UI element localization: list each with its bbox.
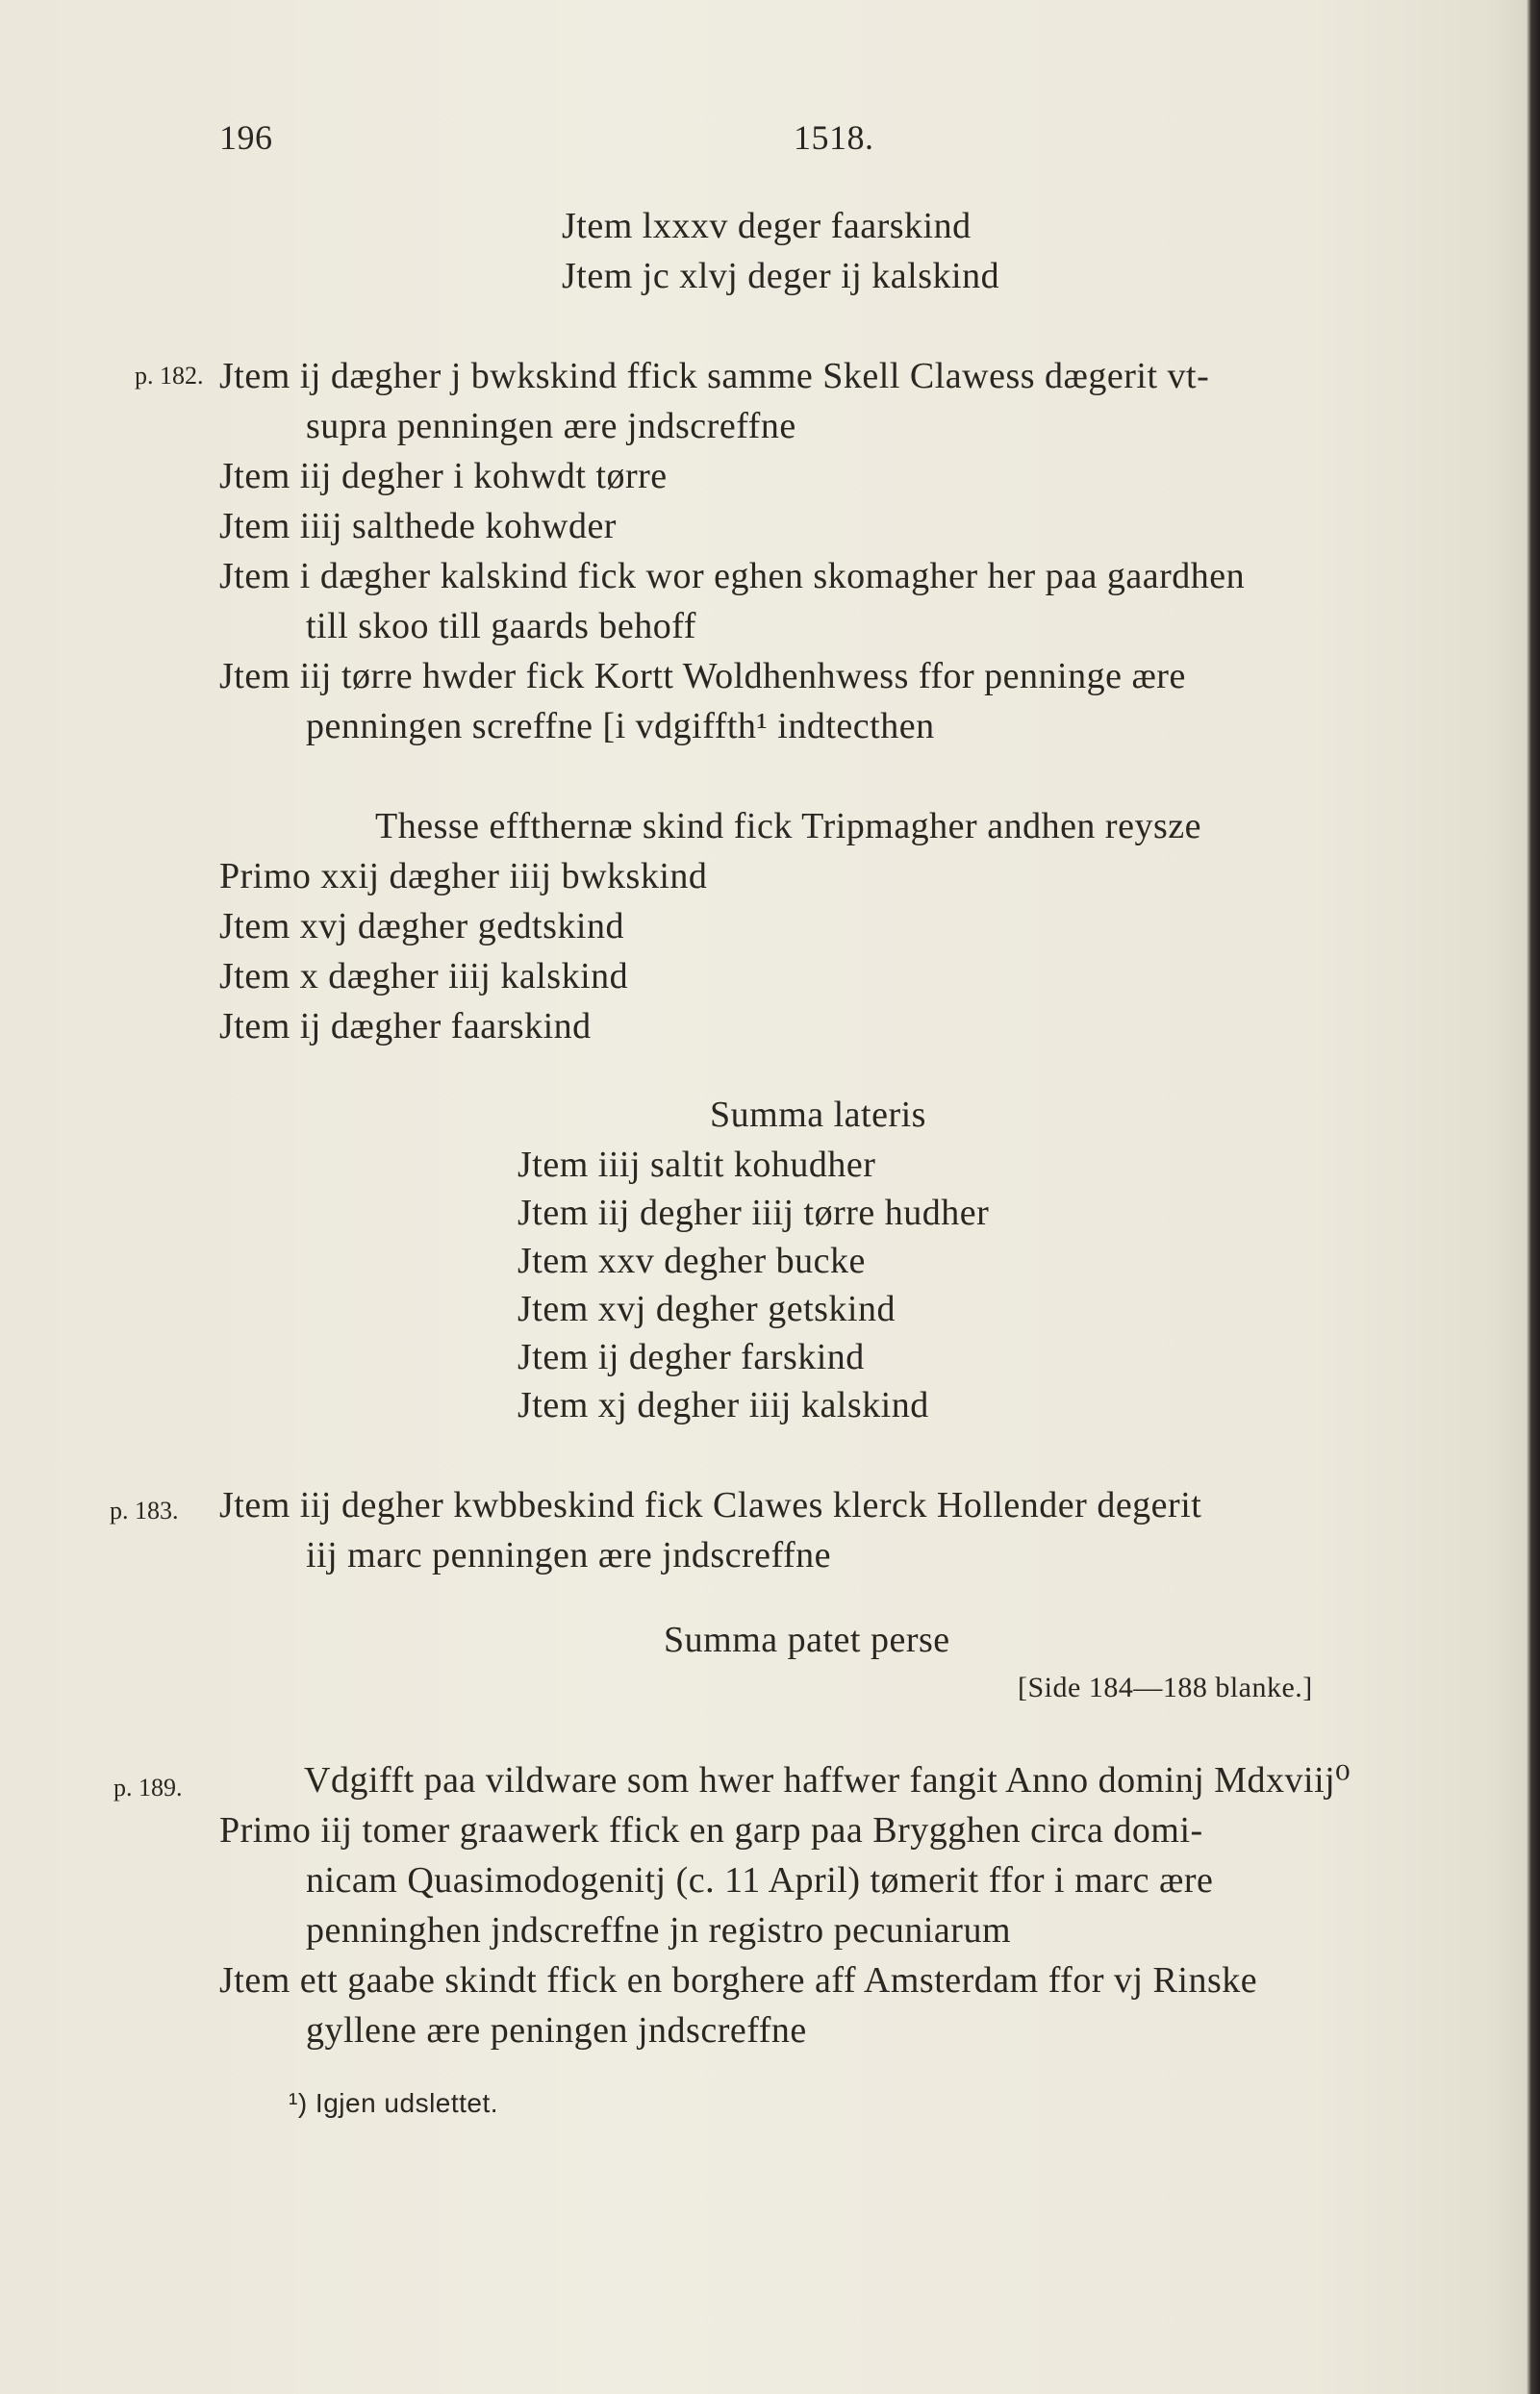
margin-page-ref: p. 183. bbox=[110, 1497, 179, 1525]
text-line: Jtem iij degher iiij tørre hudher bbox=[518, 1193, 990, 1233]
text-line: Primo iij tomer graawerk ffick en garp paa Brygghen circa domi- bbox=[219, 1810, 1203, 1851]
text-line: Jtem x dægher iiij kalskind bbox=[219, 956, 629, 996]
page-year: 1518. bbox=[794, 118, 874, 157]
margin-page-ref: p. 182. bbox=[135, 362, 204, 390]
text-line: Jtem xxv degher bucke bbox=[518, 1241, 866, 1281]
footnote: ¹) Igjen udslettet. bbox=[289, 2088, 499, 2118]
text-line: supra penningen ære jndscreffne bbox=[306, 406, 796, 446]
text-line: Jtem iij degher kwbbeskind fick Clawes klerck Hollender degerit bbox=[219, 1485, 1202, 1525]
page-number: 196 bbox=[219, 118, 273, 157]
bracket-note: [Side 184—188 blanke.] bbox=[1018, 1672, 1313, 1703]
text-line: Jtem jc xlvj deger ij kalskind bbox=[562, 256, 1000, 296]
text-line: Jtem lxxxv deger faarskind bbox=[562, 206, 972, 246]
text-line: till skoo till gaards behoff bbox=[306, 606, 696, 646]
text-line: Jtem xvj degher getskind bbox=[518, 1289, 896, 1329]
text-line: Jtem iiij saltit kohudher bbox=[518, 1145, 876, 1185]
text-line: penningen screffne [i vdgiffth¹ indtecthen bbox=[306, 706, 935, 746]
text-line: Jtem xvj dægher gedtskind bbox=[219, 906, 624, 946]
text-line: Jtem ett gaabe skindt ffick en borghere aff Amsterdam ffor vj Rinske bbox=[219, 1960, 1258, 2001]
text-line: Jtem ij dægher faarskind bbox=[219, 1006, 592, 1046]
text-line: penninghen jndscreffne jn registro pecuniarum bbox=[306, 1910, 1012, 1951]
text-line: Summa lateris bbox=[710, 1095, 926, 1135]
margin-page-ref: p. 189. bbox=[114, 1774, 183, 1802]
text-line: Jtem iiij salthede kohwder bbox=[219, 506, 617, 546]
text-line: Jtem xj degher iiij kalskind bbox=[518, 1385, 929, 1425]
text-line: gyllene ære peningen jndscreffne bbox=[306, 2010, 807, 2051]
text-line: Vdgifft paa vildware som hwer haffwer fangit Anno dominj Mdxviij⁰ bbox=[304, 1760, 1351, 1801]
text-line: Primo xxij dægher iiij bwkskind bbox=[219, 856, 708, 896]
text-line: Jtem iij tørre hwder fick Kortt Woldhenhwess ffor penninge ære bbox=[219, 656, 1186, 696]
page-edge bbox=[1527, 0, 1540, 2394]
text-line: Thesse effthernæ skind fick Tripmagher andhen reysze bbox=[375, 806, 1201, 846]
text-line: Jtem ij degher farskind bbox=[518, 1337, 865, 1377]
text-line: iij marc penningen ære jndscreffne bbox=[306, 1535, 831, 1575]
text-line: Jtem iij degher i kohwdt tørre bbox=[219, 456, 668, 496]
text-line: Jtem ij dægher j bwkskind ffick samme Skell Clawess dægerit vt- bbox=[219, 356, 1210, 396]
text-line: Summa patet perse bbox=[664, 1620, 950, 1660]
text-line: nicam Quasimodogenitj (c. 11 April) tømerit ffor i marc ære bbox=[306, 1860, 1214, 1901]
text-line: Jtem i dægher kalskind fick wor eghen skomagher her paa gaardhen bbox=[219, 556, 1246, 596]
